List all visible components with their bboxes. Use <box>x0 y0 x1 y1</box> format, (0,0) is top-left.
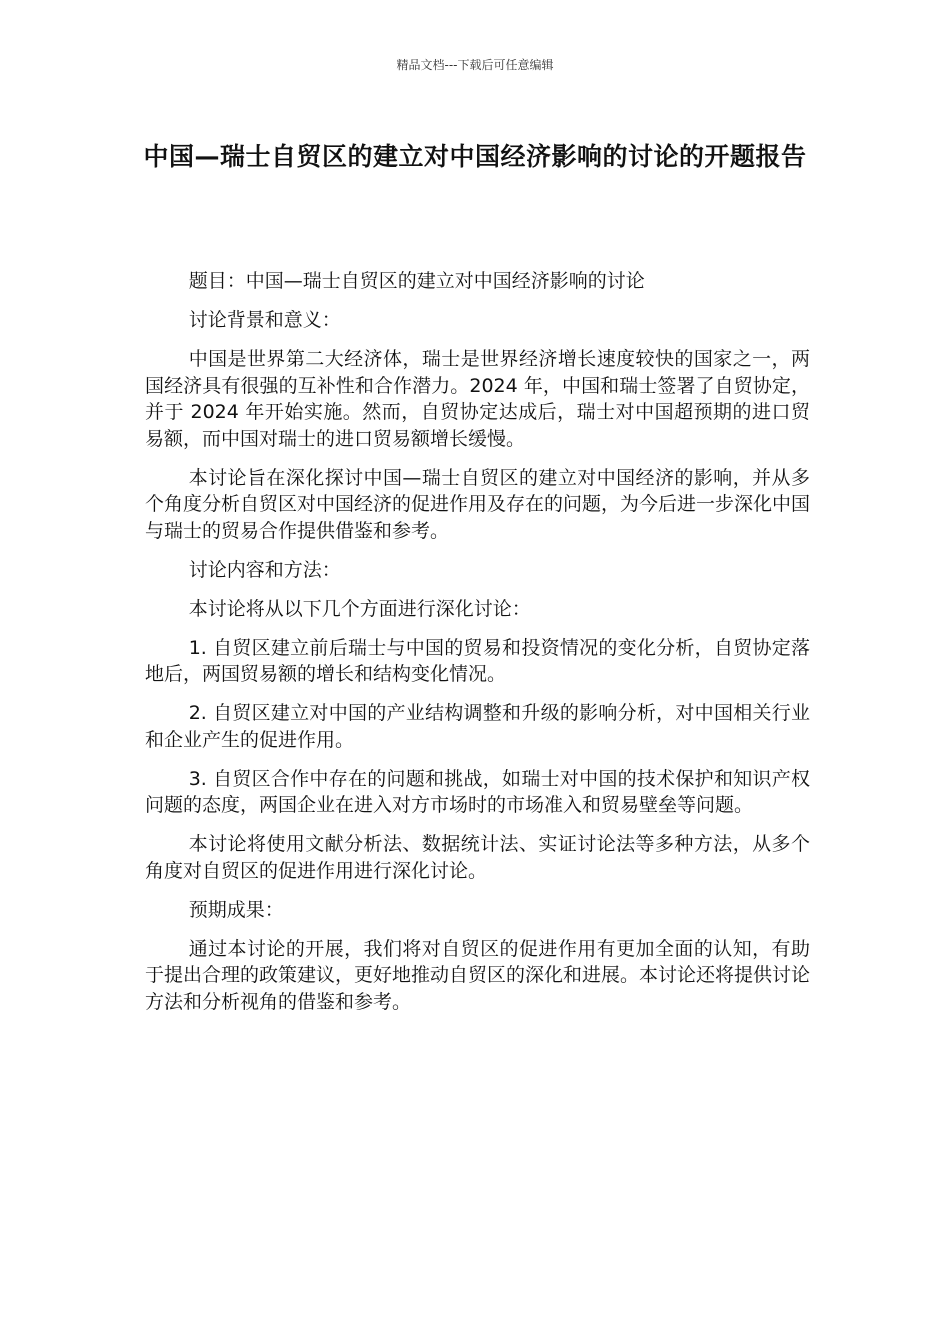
heading-content-method: 讨论内容和方法： <box>188 558 341 581</box>
paragraph-purpose: 本讨论旨在深化探讨中国—瑞士自贸区的建立对中国经济的影响，并从多个角度分析自贸区对中国经济的促进作用及存在的问题，为今后进一步深化中国与瑞士的贸易合作提供借鉴和参考。 <box>145 466 811 542</box>
paragraph-topic: 题目：中国—瑞士自贸区的建立对中国经济影响的讨论 <box>188 270 645 292</box>
heading-expected-results: 预期成果： <box>188 898 284 921</box>
paragraph-background: 中国是世界第二大经济体，瑞士是世界经济增长速度较快的国家之一，两国经济具有很强的互补性和合作潜力。2024 年，中国和瑞士签署了自贸协定，并于 2024 年开始实施。然而，自贸协定达成后，瑞士对中国超预期的进口贸易额，而中国对瑞士的进口贸易额增长缓慢。 <box>145 348 810 450</box>
header-note: 精品文档---下载后可任意编辑 <box>396 58 554 72</box>
paragraph-methods: 本讨论将使用文献分析法、数据统计法、实证讨论法等多种方法，从多个角度对自贸区的促进作用进行深化讨论。 <box>145 833 810 882</box>
heading-background: 讨论背景和意义： <box>188 309 341 331</box>
paragraph-expected-results: 通过本讨论的开展，我们将对自贸区的促进作用有更加全面的认知，有助于提出合理的政策建议，更好地推动自贸区的深化和进展。本讨论还将提供讨论方法和分析视角的借鉴和参考。 <box>145 937 811 1013</box>
document-title: 中国—瑞士自贸区的建立对中国经济影响的讨论的开题报告 <box>143 142 807 171</box>
list-item-2: 2. 自贸区建立对中国的产业结构调整和升级的影响分析，对中国相关行业和企业产生的促进作用。 <box>145 702 810 751</box>
paragraph-intro: 本讨论将从以下几个方面进行深化讨论： <box>188 597 531 620</box>
list-item-1: 1. 自贸区建立前后瑞士与中国的贸易和投资情况的变化分析，自贸协定落地后，两国贸易额的增长和结构变化情况。 <box>145 636 810 685</box>
list-item-3: 3. 自贸区合作中存在的问题和挑战，如瑞士对中国的技术保护和知识产权问题的态度，两国企业在进入对方市场时的市场准入和贸易壁垒等问题。 <box>145 767 810 816</box>
document-body <box>145 268 810 1028</box>
